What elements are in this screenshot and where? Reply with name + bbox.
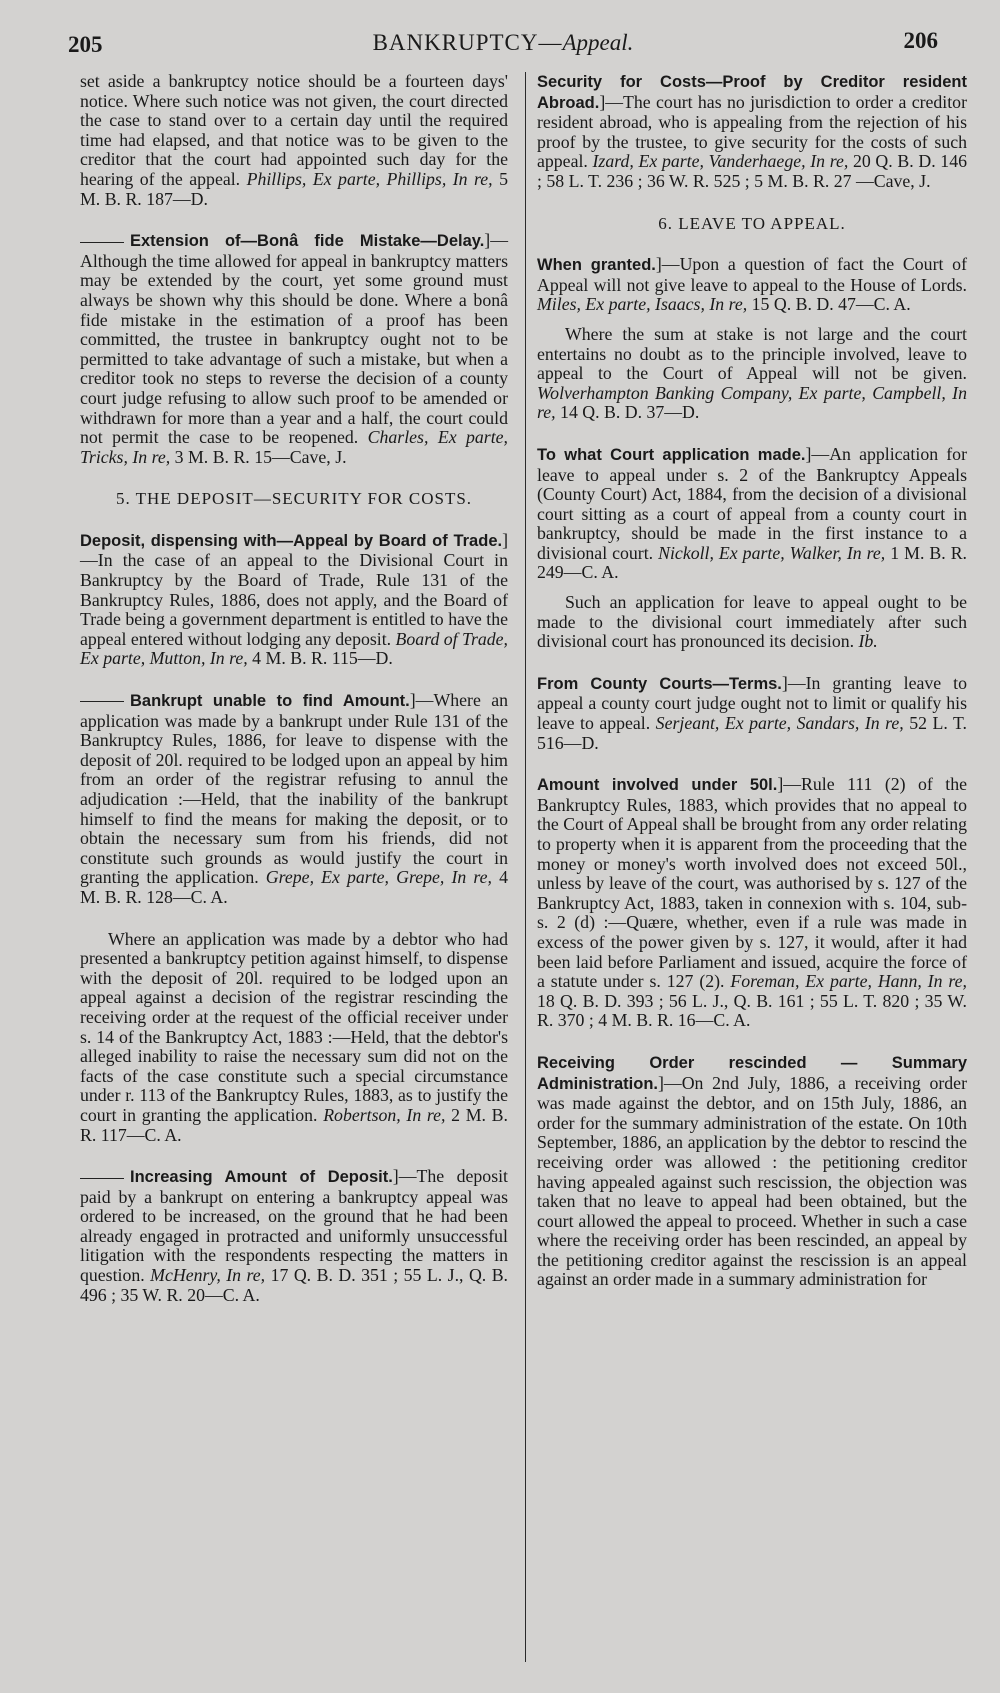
paragraph-text: Where the sum at stake is not large and the court entertains no doubt as to the principle involved, leave to appeal to the Court of Appeal will not be given. [537,323,967,384]
report-reference: 20 Q. B. D. 146 ; 58 L. T. 236 ; 36 W. R. 525 ; 5 M. B. R. 27 —Cave, J. [537,151,967,191]
running-title [68,30,938,56]
paragraph-heading: Increasing Amount of Deposit. [130,1168,393,1187]
ditto-dash [80,701,124,702]
case-citation: Wolverhampton Banking Company, Ex parte, Campbell, In re, [537,382,967,423]
paragraph-bankrupt-unable [80,691,508,908]
paragraph-amount-involved [537,775,967,1031]
paragraph-text: ]—The court has no jurisdiction to order a creditor resident abroad, who is appealing from the rejection of his proof by the trustee, to give security for the costs of such appeal. [537,91,967,172]
paragraph-heading: When granted. [537,256,656,275]
report-reference: 1 M. B. R. 249—C. A. [537,542,967,583]
paragraph-text: ]—The deposit paid by a bankrupt on entering a bankruptcy appeal was ordered to be increased, on the ground that he had been already engaged in protracted and uniformly unsuccessful litigation with the respondents respecting the matters in question. [80,1166,508,1286]
report-reference: 2 M. B. R. 117—C. A. [80,1104,508,1145]
paragraph-heading: Security for Costs—Proof by Creditor resident Abroad. [537,73,967,112]
left-column [80,72,508,1327]
paragraph-board-of-trade [80,531,508,669]
paragraph-text: set aside a bankruptcy notice should be a fourteen days' notice. Where such notice was not given, the court directed the case to stand over to a certain day until the required time had elapsed, and that notice was to be given to the creditor that the court had appointed such day for the hearing of the appeal. [80,71,508,189]
report-reference: 52 L. T. 516—D. [537,713,967,753]
ditto-dash [80,1178,124,1179]
paragraph-when-granted [537,255,967,315]
page-header [68,28,938,68]
ditto-dash [80,242,124,243]
column-divider [525,72,526,1662]
running-title-italic: Appeal. [562,30,634,55]
paragraph-text: ]—On 2nd July, 1886, a receiving order was made against the debtor, and on 15th July, 1886, an order for the summary administration of the estate. On 10th September, 1886, an application by the debtor to rescind the receiving order was allowed : the petitioning creditor having appealed against such rescission, the objection was taken that no leave to appeal had been obtained, but the court allowed the appeal to proceed. Whether in such a case where the receiving order has been rescinded, an appeal by the petitioning creditor against the rescission is an appeal against an order made in a summary administration for [537,1072,967,1290]
section-heading-leave: 6. LEAVE TO APPEAL. [658,213,846,233]
case-citation: Nickoll, Ex parte, Walker, In re, [658,542,886,563]
paragraph-heading: Deposit, dispensing with—Appeal by Board of Trade. [80,531,503,550]
paragraph-heading: Extension of—Bonâ fide Mistake—Delay. [130,232,485,251]
case-citation: Foreman, Ex parte, Hann, In re, [730,971,967,992]
report-reference: 18 Q. B. D. 393 ; 56 L. J., Q. B. 161 ; 55 L. T. 820 ; 35 W. R. 370 ; 4 M. B. R. 16—C. A. [537,990,967,1031]
paragraph-heading: From County Courts—Terms. [537,674,782,693]
paragraph-text: Where an application was made by a debtor who had presented a bankruptcy petition against himself, to dispense with the deposit of 20l. required to be lodged upon an appeal against a decision of the registrar rescinding the receiving order at the request of the official receiver under s. 14 of the Bankruptcy Act, 1883 :—Held, that the debtor's alleged inability to raise the necessary sum did not on the facts of the case constitute such a special circumstance under r. 113 of the Bankruptcy Rules, 1883, as to justify the court in granting the application. [80,928,508,1125]
paragraph-notice-continued [80,72,508,209]
case-citation: Ib. [858,631,878,652]
paragraph-increasing-deposit [80,1167,508,1305]
paragraph-heading: To what Court application made. [537,445,806,464]
section-heading-deposit: 5. THE DEPOSIT—SECURITY FOR COSTS. [115,489,473,509]
report-reference: 4 M. B. R. 128—C. A. [80,867,508,907]
right-column [537,72,967,1312]
case-citation: McHenry, In re, [150,1265,266,1286]
case-citation: Charles, Ex parte, Tricks, In re, [80,427,508,467]
paragraph-security-costs [537,72,967,192]
paragraph-text: ]—An application for leave to appeal under s. 2 of the Bankruptcy Appeals (County Court) Act, 1884, from the decision of a divisional court sitting as a court of appeal from a county court in bankruptcy, should be made in the first instance to a divisional court. [537,443,967,563]
paragraph-heading: Receiving Order rescinded — Summary Administration. [537,1053,967,1093]
report-reference: 17 Q. B. D. 351 ; 55 L. J., Q. B. 496 ; 35 W. R. 20—C. A. [80,1265,508,1305]
paragraph-county-courts [537,674,967,753]
paragraph-text: ]—In the case of an appeal to the Divisional Court in Bankruptcy by the Board of Trade, Rule 131 of the Bankruptcy Rules, 1886, does not apply, and the Board of Trade being a government department is entitled to have the appeal entered without lodging any deposit. [80,529,508,649]
case-citation: Grepe, Ex parte, Grepe, In re, [265,867,492,888]
report-reference: 14 Q. B. D. 37—D. [555,402,700,423]
case-citation: Serjeant, Ex parte, Sandars, In re, [655,713,904,734]
page-number-left: 205 [68,32,103,57]
report-reference: 3 M. B. R. 15—Cave, J. [170,446,347,467]
paragraph-heading: Amount involved under 50l. [537,776,778,795]
paragraph-text: ]—Upon a question of fact the Court of Appeal will not give leave to appeal to the House of Lords. [537,254,967,295]
case-citation: Miles, Ex parte, Isaacs, In re, [537,294,748,315]
case-citation: Phillips, Ex parte, Phillips, In re, [246,168,493,189]
paragraph-debtor-application [80,930,508,1146]
paragraph-text: Such an application for leave to appeal ought to be made to the divisional court immediately after such divisional court has pronounced its decision. [537,592,967,652]
paragraph-what-court [537,445,967,583]
paragraph-receiving-order [537,1053,967,1290]
page-number-right: 206 [903,28,938,53]
case-citation: Board of Trade, Ex parte, Mutton, In re, [80,628,509,669]
case-citation: Izard, Ex parte, Vanderhaege, In re, [592,151,849,172]
paragraph-text: ]—Where an application was made by a bankrupt under Rule 131 of the Bankruptcy Rules, 1886, for leave to dispense with the deposit of 20l. required to be lodged upon an appeal by him from an order of the registrar refusing to annul the adjudication :—Held, that the inability of the bankrupt himself to find the means for making the deposit, or to obtain the necessary sum from his friends, did not constitute such grounds as would justify the court in granting the application. [80,690,508,888]
report-reference: 4 M. B. R. 115—D. [247,648,393,669]
running-title-main: BANKRUPTCY— [372,30,563,55]
paragraph-such-application [537,593,967,652]
paragraph-heading: Bankrupt unable to find Amount. [130,692,410,711]
paragraph-text: ]—In granting leave to appeal a county court judge ought not to limit or qualify his leave to appeal. [537,672,968,734]
paragraph-extension [80,231,508,467]
paragraph-sum-at-stake [537,325,967,423]
case-citation: Robertson, In re, [323,1104,446,1125]
paragraph-text: ]—Although the time allowed for appeal in bankruptcy matters may be extended by the court, yet some ground must always be shown why this should be done. Where a bonâ fide mistake in the estimation of a proof has been committed, the trustee in bankruptcy ought not to be permitted to take advantage of such a mistake, but when a creditor took no steps to reverse the decision of a county court judge refusing to allow such proof to be amended or withdrawn for more than a year and a half, the court could not permit the case to be reopened. [80,230,508,448]
report-reference: 5 M. B. R. 187—D. [80,168,509,209]
paragraph-text: ]—Rule 111 (2) of the Bankruptcy Rules, 1883, which provides that no appeal to the Court of Appeal shall be brought from any order relating to property when it is apparent from the proceeding that the money or money's worth involved does not exceed 50l., unless by leave of the court, was authorised by s. 127 of the Bankruptcy Act, 1883, taken in connexion with s. 104, sub-s. 2 (d) :—Quære, whether, even if a rule was made in excess of the power given by s. 127, it would, after it had been laid before Parliament and issued, acquire the force of a statute under s. 127 (2). [537,774,967,992]
report-reference: 15 Q. B. D. 47—C. A. [747,294,911,315]
